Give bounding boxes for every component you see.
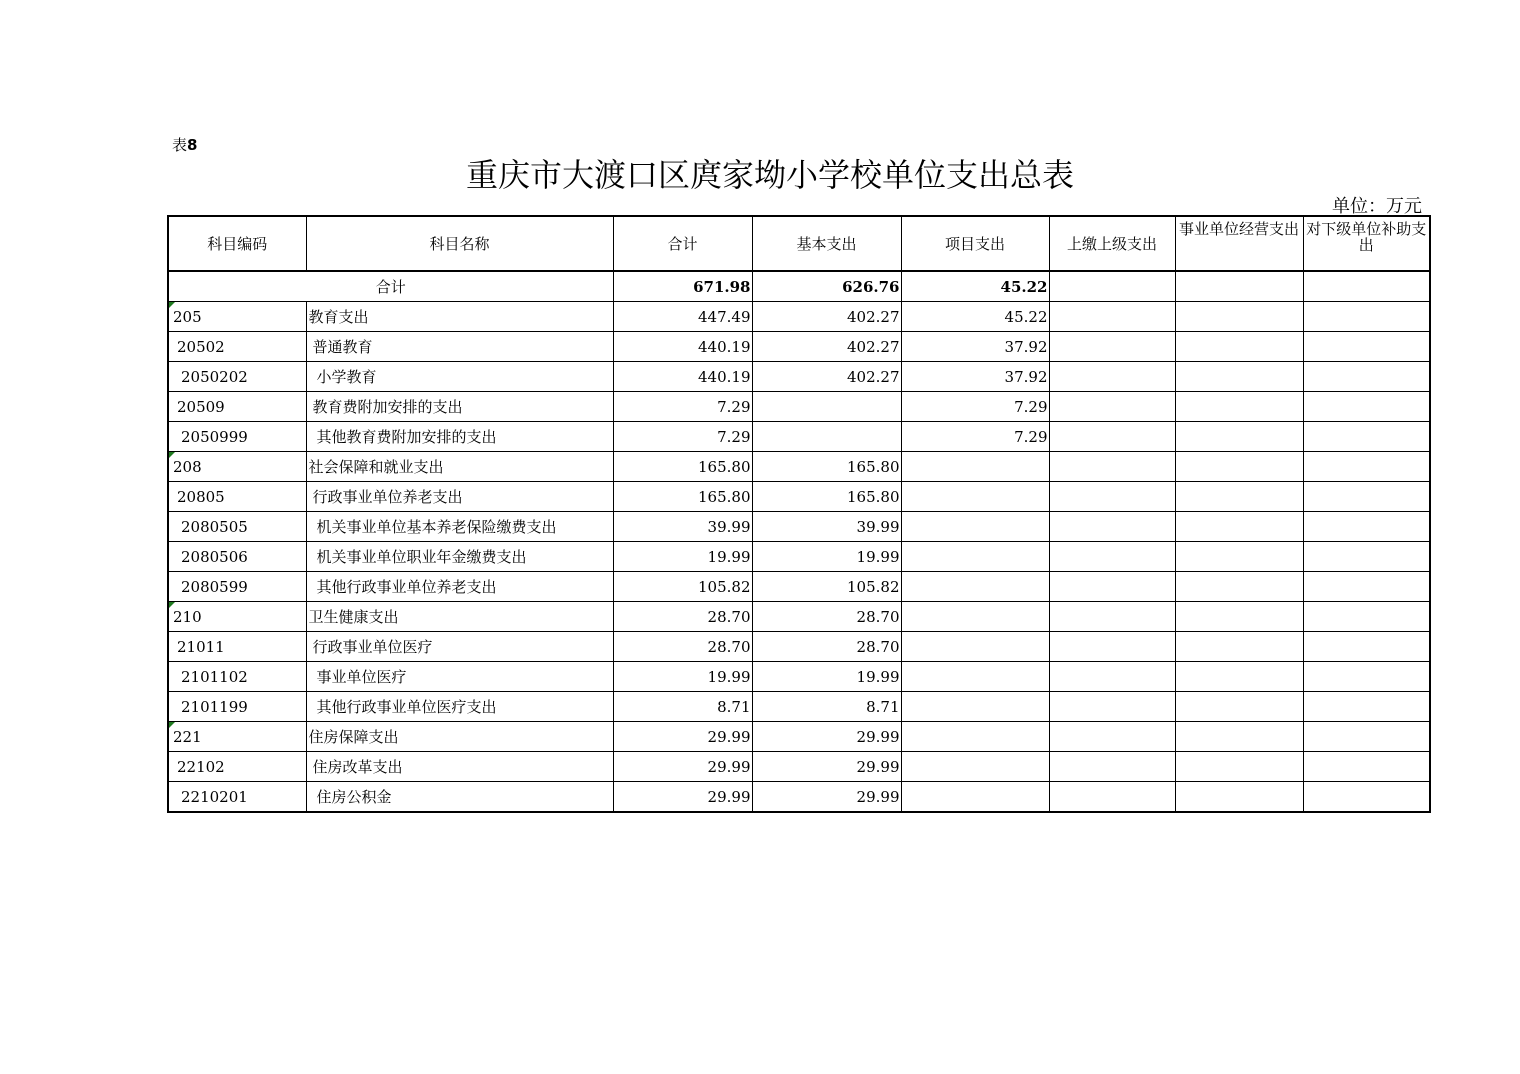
row-project [901,332,1049,362]
row-basic-text: 402.27 [847,307,900,326]
row-subsidy-lower [1303,452,1430,482]
row-project [901,482,1049,512]
row-code-text: 2080506 [181,547,248,566]
row-basic-text: 39.99 [856,517,900,536]
row-business [1175,782,1303,813]
comment-marker-icon [169,452,175,458]
row-remit-upper [1049,782,1175,813]
row-sum [613,782,752,813]
row-sum-text: 8.71 [717,697,751,716]
row-name-text: 卫生健康支出 [308,607,399,626]
row-basic [752,692,901,722]
row-basic-text: 165.80 [847,487,900,506]
row-project [901,752,1049,782]
total-project: 45.22 [901,271,1049,302]
row-sum-text: 29.99 [707,727,751,746]
row-remit-upper [1049,452,1175,482]
row-sum [613,302,752,332]
table-row [168,332,1430,362]
row-name-text: 住房公积金 [316,787,392,806]
col-header-name: 科目名称 [306,216,613,271]
row-name [306,602,613,632]
row-code [168,512,306,542]
row-name-text: 小学教育 [316,367,377,386]
row-name-text: 行政事业单位医疗 [312,637,433,656]
row-remit-upper [1049,482,1175,512]
row-project [901,422,1049,452]
row-subsidy-lower [1303,752,1430,782]
row-basic-text: 28.70 [856,607,900,626]
row-subsidy-lower [1303,512,1430,542]
row-sum-text: 29.99 [707,787,751,806]
row-code-text: 21011 [177,637,225,656]
row-sum [613,662,752,692]
row-basic-text: 402.27 [847,337,900,356]
row-remit-upper [1049,602,1175,632]
row-code [168,662,306,692]
row-name [306,632,613,662]
table-row [168,752,1430,782]
row-business [1175,302,1303,332]
row-code [168,422,306,452]
row-basic [752,662,901,692]
row-sum-text: 165.80 [698,457,751,476]
table-row [168,362,1430,392]
row-code [168,362,306,392]
total-subsidy-lower [1303,271,1430,302]
row-name [306,392,613,422]
row-basic [752,632,901,662]
row-project [901,662,1049,692]
row-name [306,662,613,692]
row-subsidy-lower [1303,662,1430,692]
table-number-prefix: 表 [172,136,188,154]
row-business [1175,542,1303,572]
row-project [901,392,1049,422]
row-project [901,602,1049,632]
row-project-text: 45.22 [1004,307,1048,326]
row-sum-text: 28.70 [707,607,751,626]
row-remit-upper [1049,512,1175,542]
row-code-text: 2050202 [181,367,248,386]
header-row [168,216,1430,271]
row-code-text: 221 [173,727,202,746]
row-code [168,452,306,482]
row-project [901,542,1049,572]
row-basic [752,482,901,512]
row-name [306,452,613,482]
comment-marker-icon [169,302,175,308]
row-basic [752,542,901,572]
row-name [306,302,613,332]
row-basic [752,302,901,332]
row-basic-text: 29.99 [856,787,900,806]
row-remit-upper [1049,362,1175,392]
row-project [901,512,1049,542]
row-sum-text: 19.99 [707,667,751,686]
row-basic-text: 29.99 [856,727,900,746]
row-business [1175,452,1303,482]
row-code [168,572,306,602]
row-basic-text: 29.99 [856,757,900,776]
row-sum-text: 39.99 [707,517,751,536]
total-business [1175,271,1303,302]
row-basic [752,572,901,602]
row-sum-text: 447.49 [698,307,751,326]
row-remit-upper [1049,422,1175,452]
row-name [306,722,613,752]
col-header-basic: 基本支出 [752,216,901,271]
row-basic-text: 402.27 [847,367,900,386]
row-sum [613,392,752,422]
row-sum-text: 28.70 [707,637,751,656]
row-sum [613,512,752,542]
row-subsidy-lower [1303,332,1430,362]
table-row [168,722,1430,752]
total-label: 合计 [168,271,613,302]
row-code [168,482,306,512]
row-code [168,302,306,332]
row-code-text: 208 [173,457,202,476]
total-row [168,271,1430,302]
col-header-project: 项目支出 [901,216,1049,271]
col-header-subsidy-lower: 对下级单位补助支出 [1303,216,1430,271]
row-business [1175,422,1303,452]
table-row [168,482,1430,512]
row-project-text: 37.92 [1004,367,1048,386]
row-sum [613,692,752,722]
row-project [901,692,1049,722]
row-name-text: 住房保障支出 [308,727,399,746]
total-sum: 671.98 [613,271,752,302]
row-code [168,632,306,662]
comment-marker-icon [169,722,175,728]
row-sum [613,332,752,362]
row-code-text: 2210201 [181,787,248,806]
comment-marker-icon [169,602,175,608]
table-row [168,632,1430,662]
row-business [1175,662,1303,692]
row-name-text: 机关事业单位基本养老保险缴费支出 [316,517,557,536]
table-row [168,422,1430,452]
row-name [306,572,613,602]
row-basic [752,452,901,482]
row-business [1175,632,1303,662]
row-subsidy-lower [1303,422,1430,452]
row-name [306,332,613,362]
row-code-text: 2080599 [181,577,248,596]
row-code [168,392,306,422]
row-name-text: 社会保障和就业支出 [308,457,444,476]
row-business [1175,602,1303,632]
row-name-text: 普通教育 [312,337,373,356]
row-name [306,482,613,512]
row-sum-text: 105.82 [698,577,751,596]
row-subsidy-lower [1303,302,1430,332]
row-remit-upper [1049,572,1175,602]
row-business [1175,482,1303,512]
row-basic [752,392,901,422]
row-name-text: 教育支出 [308,307,369,326]
row-project [901,452,1049,482]
row-basic-text: 165.80 [847,457,900,476]
row-remit-upper [1049,752,1175,782]
row-basic [752,512,901,542]
row-business [1175,692,1303,722]
expenditure-table [167,215,1431,813]
row-name-text: 其他教育费附加安排的支出 [316,427,497,446]
row-basic [752,422,901,452]
row-name-text: 行政事业单位养老支出 [312,487,463,506]
row-sum [613,572,752,602]
row-code-text: 2101102 [181,667,248,686]
row-basic [752,602,901,632]
row-project-text: 37.92 [1004,337,1048,356]
table-number: 8 [187,136,198,154]
row-name [306,362,613,392]
row-code-text: 2080505 [181,517,248,536]
table-row [168,452,1430,482]
row-subsidy-lower [1303,362,1430,392]
row-code-text: 210 [173,607,202,626]
row-basic-text: 19.99 [856,547,900,566]
row-code [168,752,306,782]
row-remit-upper [1049,722,1175,752]
row-subsidy-lower [1303,722,1430,752]
row-basic [752,722,901,752]
row-project-text: 7.29 [1014,427,1048,446]
row-basic-text: 28.70 [856,637,900,656]
row-code [168,782,306,813]
row-basic-text: 8.71 [866,697,900,716]
row-business [1175,392,1303,422]
row-name [306,692,613,722]
row-remit-upper [1049,632,1175,662]
row-business [1175,512,1303,542]
row-code-text: 20502 [177,337,225,356]
row-remit-upper [1049,692,1175,722]
row-basic [752,752,901,782]
row-sum [613,632,752,662]
row-project [901,782,1049,813]
row-basic [752,332,901,362]
row-name [306,512,613,542]
row-subsidy-lower [1303,602,1430,632]
unit-label: 单位：万元 [1332,196,1422,217]
row-subsidy-lower [1303,542,1430,572]
row-sum-text: 7.29 [717,397,751,416]
page-title: 重庆市大渡口区庹家坳小学校单位支出总表 [466,156,1075,194]
row-code-text: 2101199 [181,697,248,716]
row-subsidy-lower [1303,782,1430,813]
row-code-text: 20805 [177,487,225,506]
row-basic [752,782,901,813]
row-business [1175,752,1303,782]
col-header-sum: 合计 [613,216,752,271]
row-project-text: 7.29 [1014,397,1048,416]
row-business [1175,572,1303,602]
row-name-text: 其他行政事业单位养老支出 [316,577,497,596]
table-row [168,572,1430,602]
row-code [168,542,306,572]
row-code [168,692,306,722]
row-name [306,542,613,572]
row-sum-text: 29.99 [707,757,751,776]
row-sum [613,752,752,782]
row-subsidy-lower [1303,692,1430,722]
row-remit-upper [1049,662,1175,692]
row-project [901,302,1049,332]
row-basic-text: 105.82 [847,577,900,596]
table-row [168,602,1430,632]
table-row [168,782,1430,813]
row-remit-upper [1049,392,1175,422]
row-business [1175,332,1303,362]
row-sum [613,602,752,632]
row-sum [613,422,752,452]
row-sum [613,452,752,482]
row-sum [613,722,752,752]
row-remit-upper [1049,542,1175,572]
row-name [306,782,613,813]
total-remit-upper [1049,271,1175,302]
row-business [1175,362,1303,392]
row-name-text: 教育费附加安排的支出 [312,397,463,416]
table-row [168,542,1430,572]
row-sum-text: 7.29 [717,427,751,446]
row-project [901,632,1049,662]
row-sum-text: 440.19 [698,367,751,386]
row-remit-upper [1049,302,1175,332]
row-code-text: 20509 [177,397,225,416]
col-header-remit-upper: 上缴上级支出 [1049,216,1175,271]
row-remit-upper [1049,332,1175,362]
row-code-text: 205 [173,307,202,326]
row-sum-text: 19.99 [707,547,751,566]
row-subsidy-lower [1303,572,1430,602]
row-business [1175,722,1303,752]
row-name [306,752,613,782]
row-project [901,362,1049,392]
col-header-business: 事业单位经营支出 [1175,216,1303,271]
row-sum [613,542,752,572]
row-subsidy-lower [1303,482,1430,512]
table-row [168,692,1430,722]
total-basic: 626.76 [752,271,901,302]
row-sum [613,482,752,512]
row-sum-text: 440.19 [698,337,751,356]
table-row [168,662,1430,692]
row-code [168,722,306,752]
row-name-text: 其他行政事业单位医疗支出 [316,697,497,716]
row-project [901,572,1049,602]
row-code [168,332,306,362]
table-row [168,512,1430,542]
row-name [306,422,613,452]
row-sum-text: 165.80 [698,487,751,506]
row-basic-text: 19.99 [856,667,900,686]
row-code-text: 2050999 [181,427,248,446]
row-name-text: 机关事业单位职业年金缴费支出 [316,547,527,566]
row-code [168,602,306,632]
col-header-code: 科目编码 [168,216,306,271]
row-subsidy-lower [1303,392,1430,422]
row-subsidy-lower [1303,632,1430,662]
row-name-text: 事业单位医疗 [316,667,407,686]
row-sum [613,362,752,392]
row-project [901,722,1049,752]
table-number-label [172,134,197,155]
table-row [168,392,1430,422]
row-name-text: 住房改革支出 [312,757,403,776]
row-basic [752,362,901,392]
table-row [168,302,1430,332]
row-code-text: 22102 [177,757,225,776]
